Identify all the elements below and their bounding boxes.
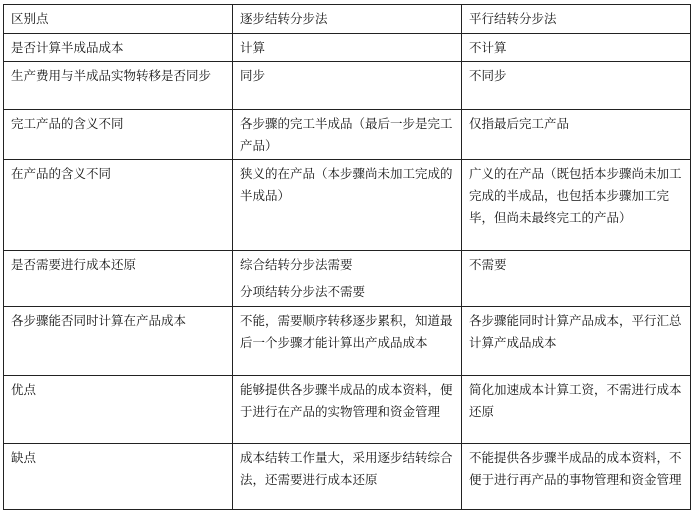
row-point: 缺点	[4, 444, 233, 510]
cell-text: 不能，需要顺序转移逐步累积，知道最后一个步骤才能计算出产成品成本	[240, 313, 453, 350]
header-sequential-method: 逐步结转分步法	[233, 5, 462, 34]
cell-text: 分项结转分步法不需要	[240, 284, 366, 299]
cell-sequential	[233, 160, 462, 251]
comparison-table	[3, 4, 691, 510]
row-point: 是否需要进行成本还原	[4, 251, 233, 307]
cell-text: 不计算	[469, 40, 507, 55]
comparison-table-container	[3, 4, 691, 510]
row-point: 优点	[4, 376, 233, 444]
cell-text: 仅指最后完工产品	[469, 116, 570, 131]
cell-text: 能够提供各步骤半成品的成本资料，便于进行在产品的实物管理和资金管理	[240, 382, 453, 419]
cell-parallel	[462, 444, 691, 510]
cell-sequential	[233, 251, 462, 307]
cell-sequential	[233, 376, 462, 444]
cell-parallel	[462, 110, 691, 160]
row-point: 是否计算半成品成本	[4, 34, 233, 62]
cell-parallel	[462, 62, 691, 110]
header-distinction: 区别点	[4, 5, 233, 34]
table-header-row	[4, 5, 691, 34]
table-row	[4, 307, 691, 376]
table-row	[4, 110, 691, 160]
cell-sequential	[233, 62, 462, 110]
cell-sequential	[233, 34, 462, 62]
cell-text: 各步骤能同时计算产品成本，平行汇总计算产成品成本	[469, 313, 682, 350]
cell-parallel	[462, 34, 691, 62]
table-row	[4, 34, 691, 62]
cell-text: 成本结转工作量大，采用逐步结转综合法，还需要进行成本还原	[240, 450, 453, 487]
cell-text: 广义的在产品（既包括本步骤尚未加工完成的半成品，也包括本步骤加工完毕，但尚未最终完工的产品）	[469, 166, 682, 225]
cell-parallel	[462, 160, 691, 251]
cell-parallel	[462, 251, 691, 307]
table-row	[4, 376, 691, 444]
cell-text: 不同步	[469, 68, 507, 83]
table-row	[4, 444, 691, 510]
cell-sequential	[233, 444, 462, 510]
table-row	[4, 160, 691, 251]
cell-text: 狭义的在产品（本步骤尚未加工完成的半成品）	[240, 166, 453, 203]
cell-text: 简化加速成本计算工资，不需进行成本还原	[469, 382, 682, 419]
table-row	[4, 62, 691, 110]
row-point: 生产费用与半成品实物转移是否同步	[4, 62, 233, 110]
header-parallel-method: 平行结转分步法	[462, 5, 691, 34]
row-point: 在产品的含义不同	[4, 160, 233, 251]
cell-parallel	[462, 376, 691, 444]
row-point: 各步骤能否同时计算在产品成本	[4, 307, 233, 376]
cell-sequential	[233, 307, 462, 376]
cell-parallel	[462, 307, 691, 376]
cell-text: 不能提供各步骤半成品的成本资料，不便于进行再产品的事物管理和资金管理	[469, 450, 682, 487]
cell-text: 同步	[240, 68, 266, 83]
table-row	[4, 251, 691, 307]
cell-text: 综合结转分步法需要	[240, 257, 353, 272]
row-point: 完工产品的含义不同	[4, 110, 233, 160]
cell-text: 各步骤的完工半成品（最后一步是完工产品）	[240, 116, 453, 153]
cell-text: 计算	[240, 40, 266, 55]
cell-text: 不需要	[469, 257, 507, 272]
cell-sequential	[233, 110, 462, 160]
